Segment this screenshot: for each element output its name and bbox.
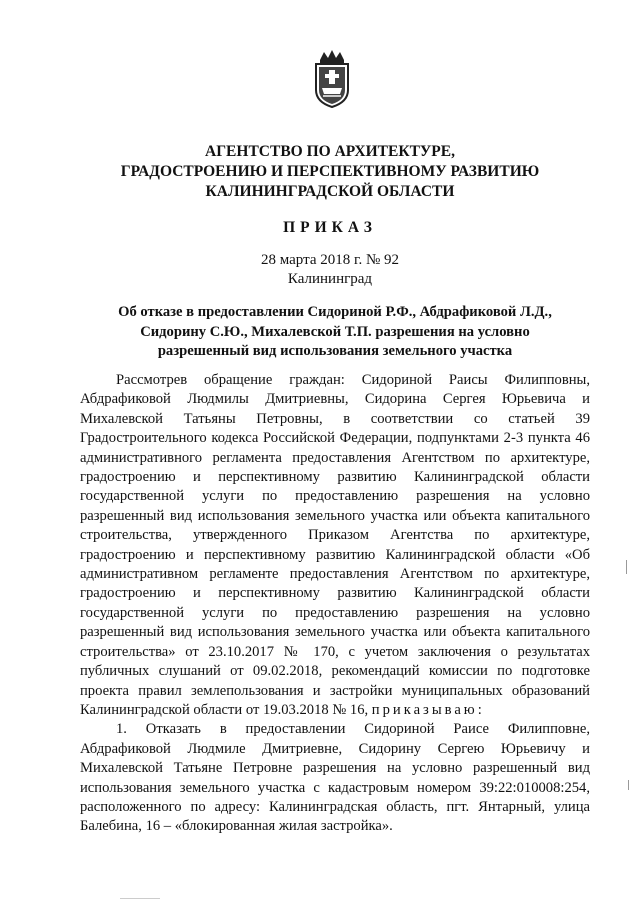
order-city: Калининград xyxy=(287,271,373,287)
agency-line-1: АГЕНТСТВО ПО АРХИТЕКТУРЕ, xyxy=(205,143,455,160)
agency-name xyxy=(60,142,600,202)
agency-line-3: КАЛИНИНГРАДСКОЙ ОБЛАСТИ xyxy=(205,183,455,200)
scan-speck xyxy=(628,780,629,790)
order-dateline xyxy=(60,251,600,289)
order-date-number: 28 марта 2018 г. № 92 xyxy=(260,252,400,268)
order-title: ПРИКАЗ xyxy=(283,219,377,236)
kaliningrad-coat-of-arms-icon xyxy=(312,50,352,108)
subject-line-3: разрешенный вид использования земельного участка xyxy=(157,343,513,359)
preamble-paragraph xyxy=(80,371,590,720)
subject-line-2: Сидорину С.Ю., Михалевской Т.П. разрешения на условно xyxy=(140,323,530,340)
subject-line-1: Об отказе в предоставлении Сидориной Р.Ф., Абдрафиковой Л.Д., xyxy=(118,304,552,320)
order-body xyxy=(80,371,590,837)
item-1-paragraph: 1. Отказать в предоставлении Сидориной Раисе Филипповне, Абдрафиковой Людмиле Дмитриевне, Сидорину Сергею Юрьевичу и Михалевской Татьяне Петровне разрешения на условно разрешенный вид использования земельного участка с кадастровым номером 39:22:010008:254, расположенного по адресу: Калининградская область, пгт. Янтарный, улица Балебина, 16 – «блокированная жилая застройка». xyxy=(80,721,590,835)
agency-line-2: ГРАДОСТРОЕНИЮ И ПЕРСПЕКТИВНОМУ РАЗВИТИЮ xyxy=(120,163,540,180)
order-subject xyxy=(90,303,580,362)
scan-speck xyxy=(626,560,627,574)
preamble-text: Рассмотрев обращение граждан: Сидориной Раисы Филипповны, Абдрафиковой Людмилы Дмитриевны, Сидорина Сергея Юрьевича и Михалевской Татьяны Петровны, в соответствии со статьей 39 Градостроительного кодекса Российской Федерации, подпунктами 2-3 пункта 46 административного регламента предоставления Агентством по архитектуре, градостроению и перспективному развитию Калининградской области государственной услуги по предоставлению разрешения на условно разрешенный вид использования земельного участка или объекта капитального строительства, утвержденного Приказом Агентства по архитектуре, градостроению и перспективному развитию Калининградской области «Об административном регламенте предоставления Агентством по архитектуре, градостроению и перспективному развитию Калининградской области государственной услуги по предоставлению разрешения на условно разрешенный вид использования земельного участка или объекта капитального строительства» от 23.10.2017 № 170, с учетом заключения о результатах публичных слушаний от 09.02.2018, рекомендаций комиссии по подготовке проекта правил землепользования и застройки муниципальных образований Калининградской области от 19.03.2018 № 16, xyxy=(80,372,590,718)
order-word: приказываю: xyxy=(371,701,485,718)
scan-speck xyxy=(120,898,160,899)
